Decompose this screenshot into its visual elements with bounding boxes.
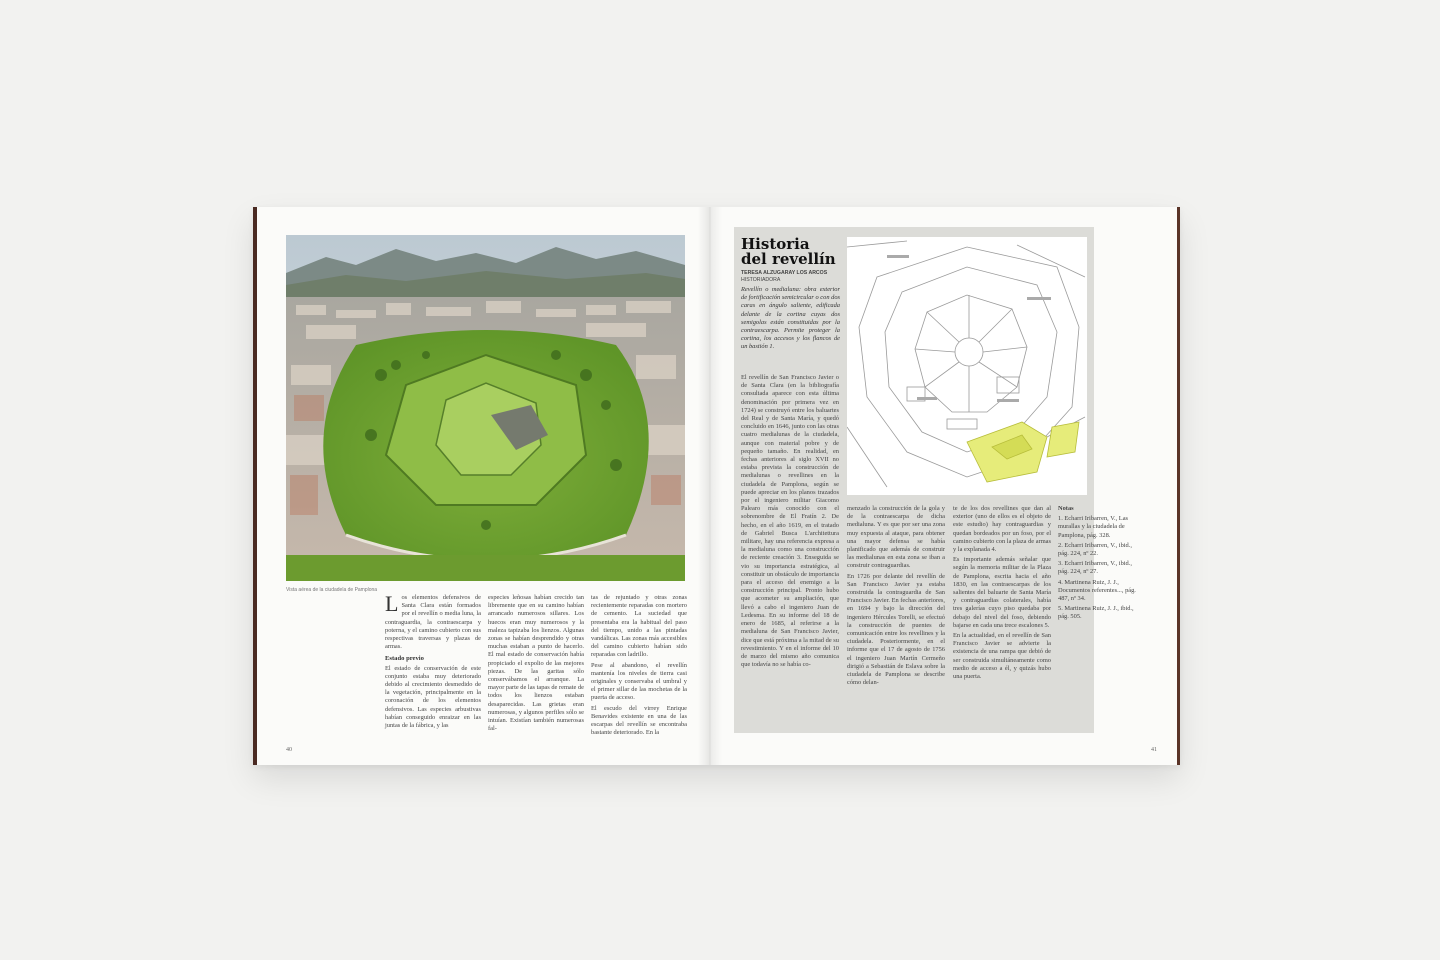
note-item: 2. Echarri Iribarren, V., ibid., pág. 224, nº 22. <box>1058 541 1132 558</box>
notes-column <box>1058 505 1142 624</box>
text-column-2 <box>847 505 945 689</box>
text-column-1 <box>385 591 481 732</box>
body-text: El escudo del virrey Enrique Benavides existente en una de las escarpas del revellín se encontraba bastante deteriorado. En la <box>591 704 687 737</box>
section-heading: Estado previo <box>385 655 424 663</box>
body-text: En 1726 por delante del revellín de San Francisco Javier ya estaba construida la contraguardia de San Francisco Javier. En fechas anteriores, en 1694 y bajo la dirección del ingeniero Hércules Torelli, se efectuó la construcción de puentes de comunicación entre los revellines y la ciudadela. Posteriormente, en el informe que el 17 de agosto de 1756 el ingeniero Juan Martín Cermeño dirigió a Sebastián de Eslava sobre la ciudadela de Pamplona se describe cómo delan- <box>847 572 945 687</box>
author-block <box>741 270 827 284</box>
drop-cap: L <box>385 591 399 616</box>
page-number: 40 <box>286 747 292 753</box>
author-name: TERESA ALZUGARAY LOS ARCOS <box>741 270 828 276</box>
title-line-1: Historia <box>741 235 810 253</box>
body-text: El estado de conservación de este conjunto estaba muy deteriorado debido al crecimiento desmedido de la vegetación, principalmente en la coronación de los elementos defensivos. Las especies arbustivas habían conseguido enraizar en las juntas de la fábrica, y las <box>385 664 481 730</box>
right-page <box>710 207 1180 765</box>
body-text: En la actualidad, en el revellín de San Francisco Javier se advierte la existencia de una rampa que debió de ser construida simultáneamente como medio de acceso a él, y quizás hubo una puerta. <box>953 632 1051 681</box>
author-role: HISTORIADORA <box>741 277 781 283</box>
spine-gutter <box>698 207 722 765</box>
body-text: Pese al abandono, el revellín mantenía los niveles de tierra casi originales y conservaba el umbral y el primer sillar de las mochetas de la puerta de acceso. <box>591 661 687 702</box>
magazine-spread <box>253 207 1180 765</box>
note-item: 4. Martinena Ruiz, J. J., Documentos referentes..., pág. 487, nº 34. <box>1058 578 1136 603</box>
photo-caption: Vista aérea de la ciudadela de Pamplona <box>286 587 378 593</box>
text-column-3 <box>591 594 687 739</box>
page-number: 41 <box>1151 747 1157 753</box>
article-title <box>741 237 836 267</box>
body-text: El revellín de San Francisco Javier o de Santa Clara (en la bibliografía consultada aparece con esta última denominación por primera vez en 1724) se construyó entre los baluartes del Real y de Santa María, y quedó concluido en 1646, junto con las otras cuatro medialunas de la ciudadela, aunque con material pobre y de pequeño tamaño. En realidad, en fechas anteriores al siglo XVII no estaba prevista la construcción de medialunas o revellines en la ciudadela de Pamplona, según se puede apreciar en los planos trazados por el ingeniero militar Giacomo Palearo más conocido con el sobrenombre de El Fratín 2. De hecho, en el año 1619, en el tratado de Gabriel Busca L'architettura militare, hay una referencia expresa a la medialuna como una construcción de reciente creación 3. Enseguida se vio su importancia estratégica, al constituir un obstáculo de importancia para el acceso del enemigo a la construcción principal. Pronto hubo que acometer su ampliación, que llevó a cabo el ingeniero Juan de Ledesma. En su informe del 18 de enero de 1685, al referirse a la medialuna de San Francisco Javier, dice que está próxima a la mitad de su revestimiento. Y en el informe del 10 de marzo del mismo año comunica que todavía no se había co- <box>741 374 839 669</box>
note-item: 1. Echarri Iribarren, V., Las murallas y la ciudadela de Pamplona, pág. 328. <box>1058 515 1129 539</box>
text-column-3 <box>953 505 1051 683</box>
intro-text: os elementos defensivos de Santa Clara están formados por el revellín o media luna, la contraguardia, la contraescarpa y poterna, y el camino cubierto con sus respectivas traversas y plazas de armas. <box>385 594 481 651</box>
note-item: 3. Echarri Iribarren, V., ibid., pág. 224, nº 27. <box>1058 560 1132 576</box>
title-line-2: del revellín <box>741 250 836 268</box>
lead-definition: Revellín o medialuna: obra exterior de fortificación semicircular o con dos caras en ángulo saliente, edificada delante de la cortina cuyas dos semigolas están constituidas por la contraescarpa. Permite proteger la cortina, los accesos y los flancos de un bastión 1. <box>741 286 840 351</box>
note-item: 5. Martinena Ruiz, J. J., ibid., pág. 505. <box>1058 605 1134 621</box>
body-text: menzado la construcción de la gola y de la contraescarpa de dicha medialuna. Y es que por ser una zona muy expuesta al ataque, para obtener una mayor defensa se había planificado que además de construir las medialunas en esta zona se iban a construir contraguardias. <box>847 505 945 570</box>
left-page <box>253 207 710 765</box>
body-text: especies leñosas habían crecido tan libremente que en su camino habían arrancado numerosos sillares. Los huecos eran muy numerosos y la maleza tapizaba los lienzos. Algunas zonas se habían desprendido y otras muchas estaban a punto de hacerlo. El mal estado de conservación había propiciado el expolio de las mejores piezas. De las garitas sólo conservábamos el arranque. La mayor parte de las tapas de remate de todos los lienzos estaban desaparecidas. Las grietas eran numerosas, y algunos perfiles sólo se intuían. Existían también numerosas fal- <box>488 594 584 733</box>
text-column-2 <box>488 594 584 735</box>
notes-heading: Notas <box>1058 505 1074 512</box>
body-text: te de los dos revellines que dan al exterior (uno de ellos es el objeto de este estudio) hay contraguardias y quedan bordeados por un foso, por el camino cubierto con la plaza de armas y la explanada 4. <box>953 505 1051 554</box>
citadel-plan-drawing <box>847 237 1087 495</box>
body-text: tas de rejuntado y otras zonas recientemente reparadas con mortero de cemento. La suciedad que presentaba era la habitual del paso del tiempo, unido a las pintadas vandálicas. Las zonas más accesibles del camino cubierto habían sido reparadas con ladrillo. <box>591 594 687 659</box>
aerial-photo-citadel <box>286 235 685 581</box>
text-column-1 <box>741 374 839 671</box>
body-text: Es importante además señalar que según la memoria militar de la Plaza de Pamplona, escrita hacia el año 1830, en las contraescarpas de los salientes del baluarte de Santa María y contraguardias colaterales, había tres galerías cuyo piso quedaba por debajo del nivel del foso, debiendo bajarse en cada una trece escalones 5. <box>953 556 1051 629</box>
